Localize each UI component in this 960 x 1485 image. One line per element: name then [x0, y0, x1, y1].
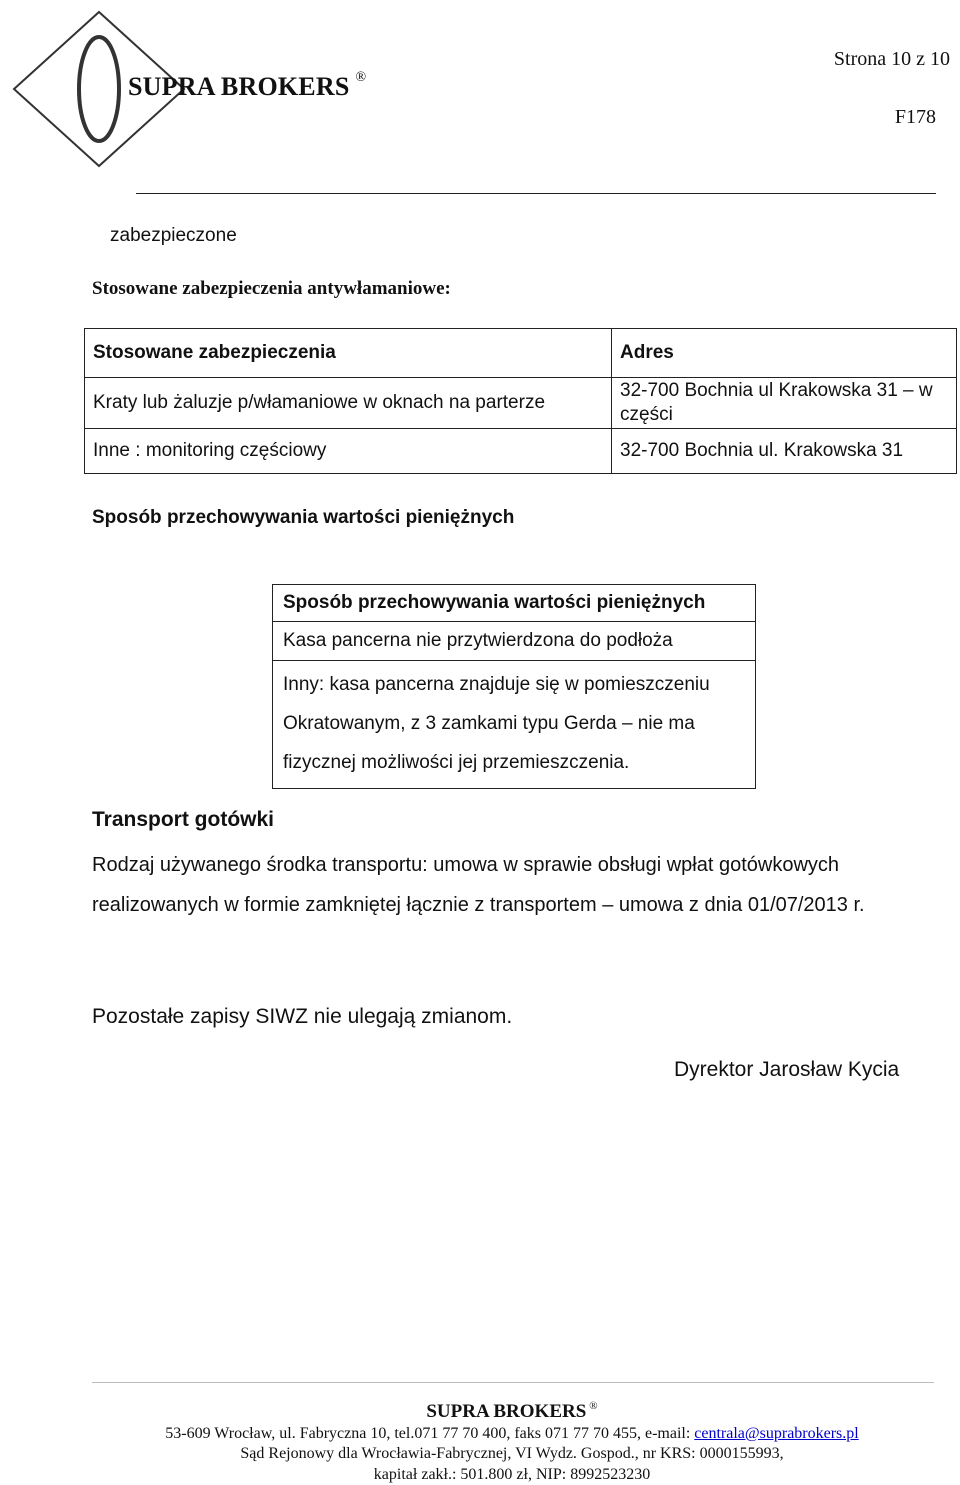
table-header-cell: Stosowane zabezpieczenia [85, 329, 612, 378]
footer-registry: Sąd Rejonowy dla Wrocławia-Fabrycznej, VI Wydz. Gospod., nr KRS: 0000155993, [240, 1445, 784, 1462]
remaining-provisions-note: Pozostałe zapisy SIWZ nie ulegają zmianom. [92, 1005, 513, 1028]
page-number: Strona 10 z 10 [833, 48, 950, 70]
registered-mark: ® [355, 70, 367, 85]
registered-mark: ® [589, 1400, 598, 1412]
heading-anti-burglary: Stosowane zabezpieczenia antywłamaniowe: [92, 278, 451, 299]
transport-description: Rodzaj używanego środka transportu: umowa w sprawie obsługi wpłat gotówkowych realizowanych w formie zamkniętej łącznie z transportem – umowa z dnia 01/07/2013 r. [92, 854, 865, 916]
text-zabezpieczone: zabezpieczone [110, 225, 237, 246]
storage-table [272, 584, 756, 789]
table-header-cell: Adres [612, 329, 957, 378]
footer-brand: SUPRA BROKERS ® [426, 1400, 598, 1422]
table-cell: Inne : monitoring częściowy [85, 429, 612, 474]
table-row [85, 378, 957, 429]
table-row [273, 622, 756, 661]
heading-cash-storage: Sposób przechowywania wartości pieniężnych [92, 507, 515, 528]
table-row [273, 585, 756, 622]
email-link[interactable]: centrala@suprabrokers.pl [694, 1425, 859, 1442]
table-row [85, 329, 957, 378]
table-header-cell: Sposób przechowywania wartości pieniężnych [273, 585, 756, 622]
table-row [85, 429, 957, 474]
security-table [84, 328, 957, 474]
table-cell: 32-700 Bochnia ul Krakowska 31 – w części [612, 378, 957, 429]
table-cell: Kasa pancerna nie przytwierdzona do podłoża [273, 622, 756, 661]
footer-divider [92, 1382, 934, 1383]
header-brand: SUPRA BROKERS ® [128, 70, 367, 101]
table-row [273, 661, 756, 789]
table-cell: Kraty lub żaluzje p/włamaniowe w oknach na parterze [85, 378, 612, 429]
form-code: F178 [894, 106, 936, 128]
table-cell: 32-700 Bochnia ul. Krakowska 31 [612, 429, 957, 474]
footer-address: 53-609 Wrocław, ul. Fabryczna 10, tel.071 77 70 400, faks 071 77 70 455, e-mail: centrala@suprabrokers.pl [165, 1425, 859, 1442]
footer-capital: kapitał zakł.: 501.800 zł, NIP: 8992523230 [373, 1466, 651, 1483]
signature: Dyrektor Jarosław Kycia [674, 1058, 900, 1081]
header-divider [136, 193, 936, 194]
table-cell: Inny: kasa pancerna znajduje się w pomieszczeniu Okratowanym, z 3 zamkami typu Gerda – nie ma fizycznej możliwości jej przemieszczenia. [273, 661, 756, 789]
heading-cash-transport: Transport gotówki [92, 808, 275, 831]
